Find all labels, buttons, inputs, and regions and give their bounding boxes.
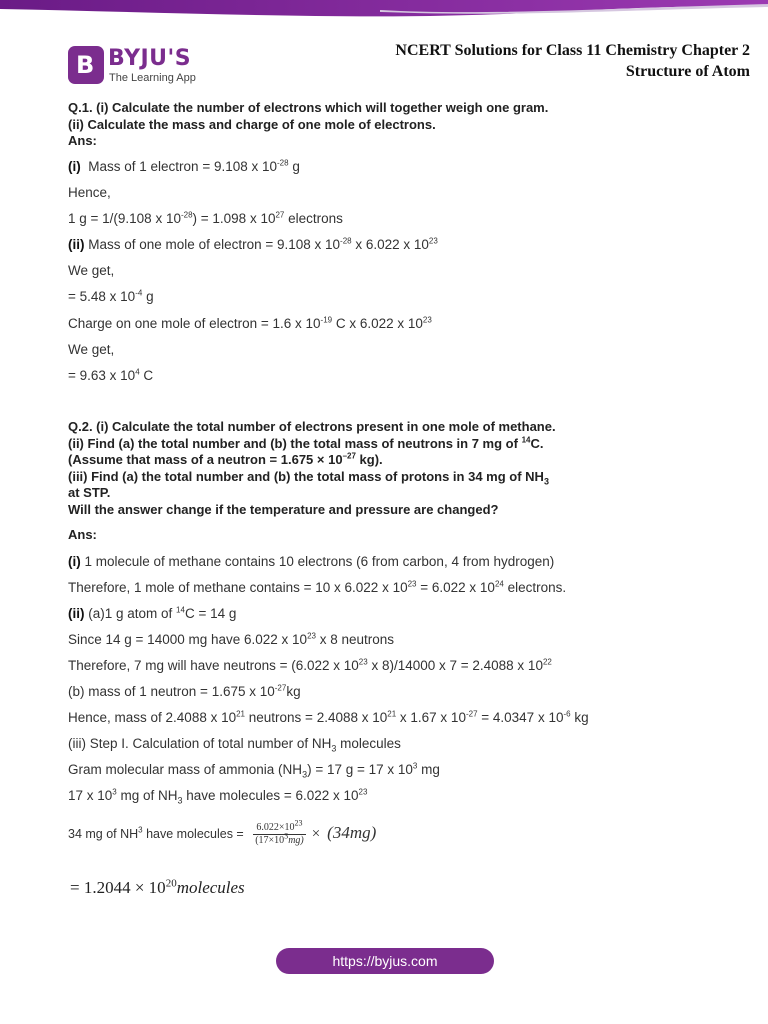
q2-line-11-formula: 34 mg of $NH^3$ have molecules = $\frac{6.022\times 10^{23}}{(17\times 10^3mg)}$ × (34mg) [68,818,377,846]
logo-name: BYJU'S [108,46,192,71]
fraction: $\frac{6.022\times 10^{23}}{(17\times 10^3mg)}$ [255,818,304,846]
q2-title-3: (Assume that mass of a neutron = $1.675 \times 10^{-27}$ kg). [68,451,383,467]
q2-final-result: = $1.2044 \times 10^{20}molecules$ [70,877,245,897]
q2-heading [68,419,556,518]
logo-letter: B [76,51,95,79]
q1-charge: Charge on one mole of electron = 1.6 x $10^{-19}$ C x 6.022 x $10^{23}$ [68,315,432,331]
q1-we-get-1: We get, [68,263,115,278]
q1-mass-result: = 5.48 x $10^{-4}$ g [68,288,154,304]
q2-line-10: 17 x $10^3$ mg of $NH_3$ have molecules = 6.022 x $10^{23}$ [68,787,368,806]
document-header [395,40,750,82]
top-decorative-band [0,0,768,18]
q2-line-2: Therefore, 1 mole of methane contains = 10 x 6.022 x $10^{23} = 6.022$ x $10^{24}$ electrons. [68,579,567,595]
header-subtitle: Structure of Atom [625,63,750,80]
q2-line-5: Therefore, 7 mg will have neutrons = (6.022 x $10^{23}$ x 8)/14000 x 7 = 2.4088 x $10^{22}$ [68,657,552,673]
q2-title-2: (ii) Find (a) the total number and (b) the total mass of neutrons in 7 mg of $^{14}$C. [68,435,544,451]
q2-line-4: Since 14 g = 14000 mg have 6.022 x $10^{23}$ x 8 neutrons [68,631,395,647]
q1-title-1: Q.1. (i) Calculate the number of electrons which will together weigh one gram. [68,100,549,115]
q1-calc: 1 g = 1/(9.108 x $10^{-28}) = 1.098$ x $10^{27}$ electrons [68,210,343,226]
q2-line-9: Gram molecular mass of ammonia $(NH_3) = 17$ g = 17 x $10^3$ mg [68,761,440,780]
q2-title-5: at STP. [68,485,111,500]
q1-ans-label: Ans: [68,133,97,148]
q1-hence: Hence, [68,185,111,200]
q2-line-8: (iii) Step I. Calculation of total number of $NH_3$ molecules [68,736,401,754]
q1-line-i: (i) Mass of 1 electron = 9.108 x $10^{-28}$ g [68,158,300,174]
q2-line-7: Hence, mass of 2.4088 x $10^{21}$ neutrons = 2.4088 x $10^{21}$ x 1.67 x $10^{-27} = 4.0347$ x $10^{-6}$ kg [68,709,589,725]
q2-line-6: (b) mass of 1 neutron = 1.675 x $10^{-27}kg$ [68,683,301,699]
logo-badge [68,46,104,84]
q2-title-1: Q.2. (i) Calculate the total number of electrons present in one mole of methane. [68,419,556,434]
q1-we-get-2: We get, [68,342,115,357]
q1-title-2: (ii) Calculate the mass and charge of one mole of electrons. [68,116,436,132]
q1-charge-result: = 9.63 x $10^4$ C [68,367,154,383]
q1-heading [68,100,548,150]
q2-ans-label: Ans: [68,527,97,542]
q2-title-6: Will the answer change if the temperature and pressure are changed? [68,501,499,517]
header-title: NCERT Solutions for Class 11 Chemistry Chapter 2 [395,42,750,59]
q2-title-4: (iii) Find (a) the total number and (b) the total mass of protons in 34 mg of $NH_3$ [68,468,549,487]
q2-line-1: (i) 1 molecule of methane contains 10 electrons (6 from carbon, 4 from hydrogen) [68,554,555,569]
byjus-logo [68,46,208,88]
q1-line-ii: (ii) Mass of one mole of electron = 9.108 x $10^{-28}$ x 6.022 x $10^{23}$ [68,236,438,252]
q2-line-3: (ii) (a)1 g atom of $^{14}$C = 14 g [68,605,237,621]
logo-tagline: The Learning App [109,72,196,84]
footer-url-link[interactable]: https://byjus.com [276,948,494,974]
